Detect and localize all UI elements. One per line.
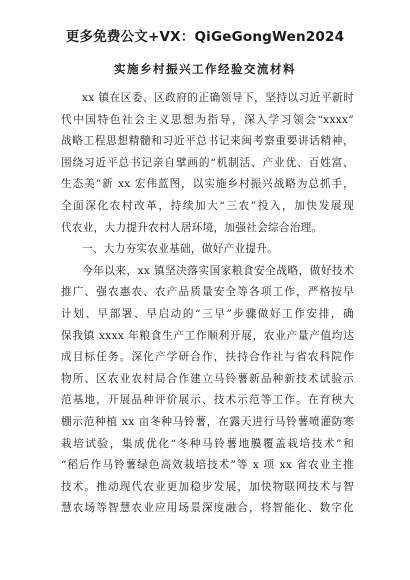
body-line: 代中国特色社会主义思想为指导，深入学习领会“xxxx” — [61, 113, 354, 126]
body-line: 物所、区农业农村局合作建立马铃薯新品种新技术试验示 — [61, 372, 354, 385]
document-body — [61, 88, 354, 520]
body-line: 今年以来，xx 镇坚决落实国家粮食安全战略，做好技术 — [82, 264, 354, 277]
body-line: 计划、早部署、早启动的“三早”步骤做好工作安排，确 — [61, 307, 354, 320]
body-line: 围绕习近平总书记亲自擘画的“机制活、产业优、百姓富、 — [61, 156, 354, 169]
body-line: 技术。推动现代农业更加稳步发展，加快物联网技术与智 — [61, 480, 354, 493]
body-line: xx 镇在区委、区政府的正确领导下，坚持以习近平新时 — [82, 92, 354, 104]
body-line: “稻后作马铃薯绿色高效栽培技术”等 x 项 xx 省农业主推 — [61, 459, 354, 472]
body-line: 栽培试验，集成优化“冬种马铃薯地膜覆盖栽培技术”和 — [61, 437, 354, 450]
section-heading: 一、大力夯实农业基础，做好产业提升。 — [82, 243, 279, 256]
body-line: 全面深化农村改革，持续加大“三农”投入，加快发展现 — [61, 199, 354, 212]
body-line: 棚示范种植 xx 亩冬种马铃薯，在露天进行马铃薯喷灌防寒 — [61, 415, 354, 428]
promo-header: 更多免费公文+VX：QiGeGongWen2024 — [65, 29, 345, 45]
body-line: 慧农场等智慧农业应用场景深度融合，将智能化、数字化 — [61, 502, 354, 515]
body-line: 代农业，大力提升农村人居环境，加强社会综合治理。 — [61, 221, 323, 234]
body-line: 推广、强农惠农、农产品质量安全等各项工作，严格按早 — [61, 286, 354, 299]
body-line: 范基地，开展品种评价展示、技术示范等工作。在育秧大 — [61, 394, 354, 407]
document-title: 实施乡村振兴工作经验交流材料 — [114, 62, 296, 76]
body-line: 保我镇 xxxx 年粮食生产工作顺利开展，农业产量产值均达 — [61, 329, 354, 342]
body-line: 战略工程思想精髓和习近平总书记来闽考察重要讲话精神， — [61, 135, 354, 148]
body-line: 成目标任务。深化产学研合作，扶持合作社与省农科院作 — [61, 351, 354, 364]
body-line: 生态美”新 xx 宏伟蓝图，以实施乡村振兴战略为总抓手， — [61, 178, 354, 191]
